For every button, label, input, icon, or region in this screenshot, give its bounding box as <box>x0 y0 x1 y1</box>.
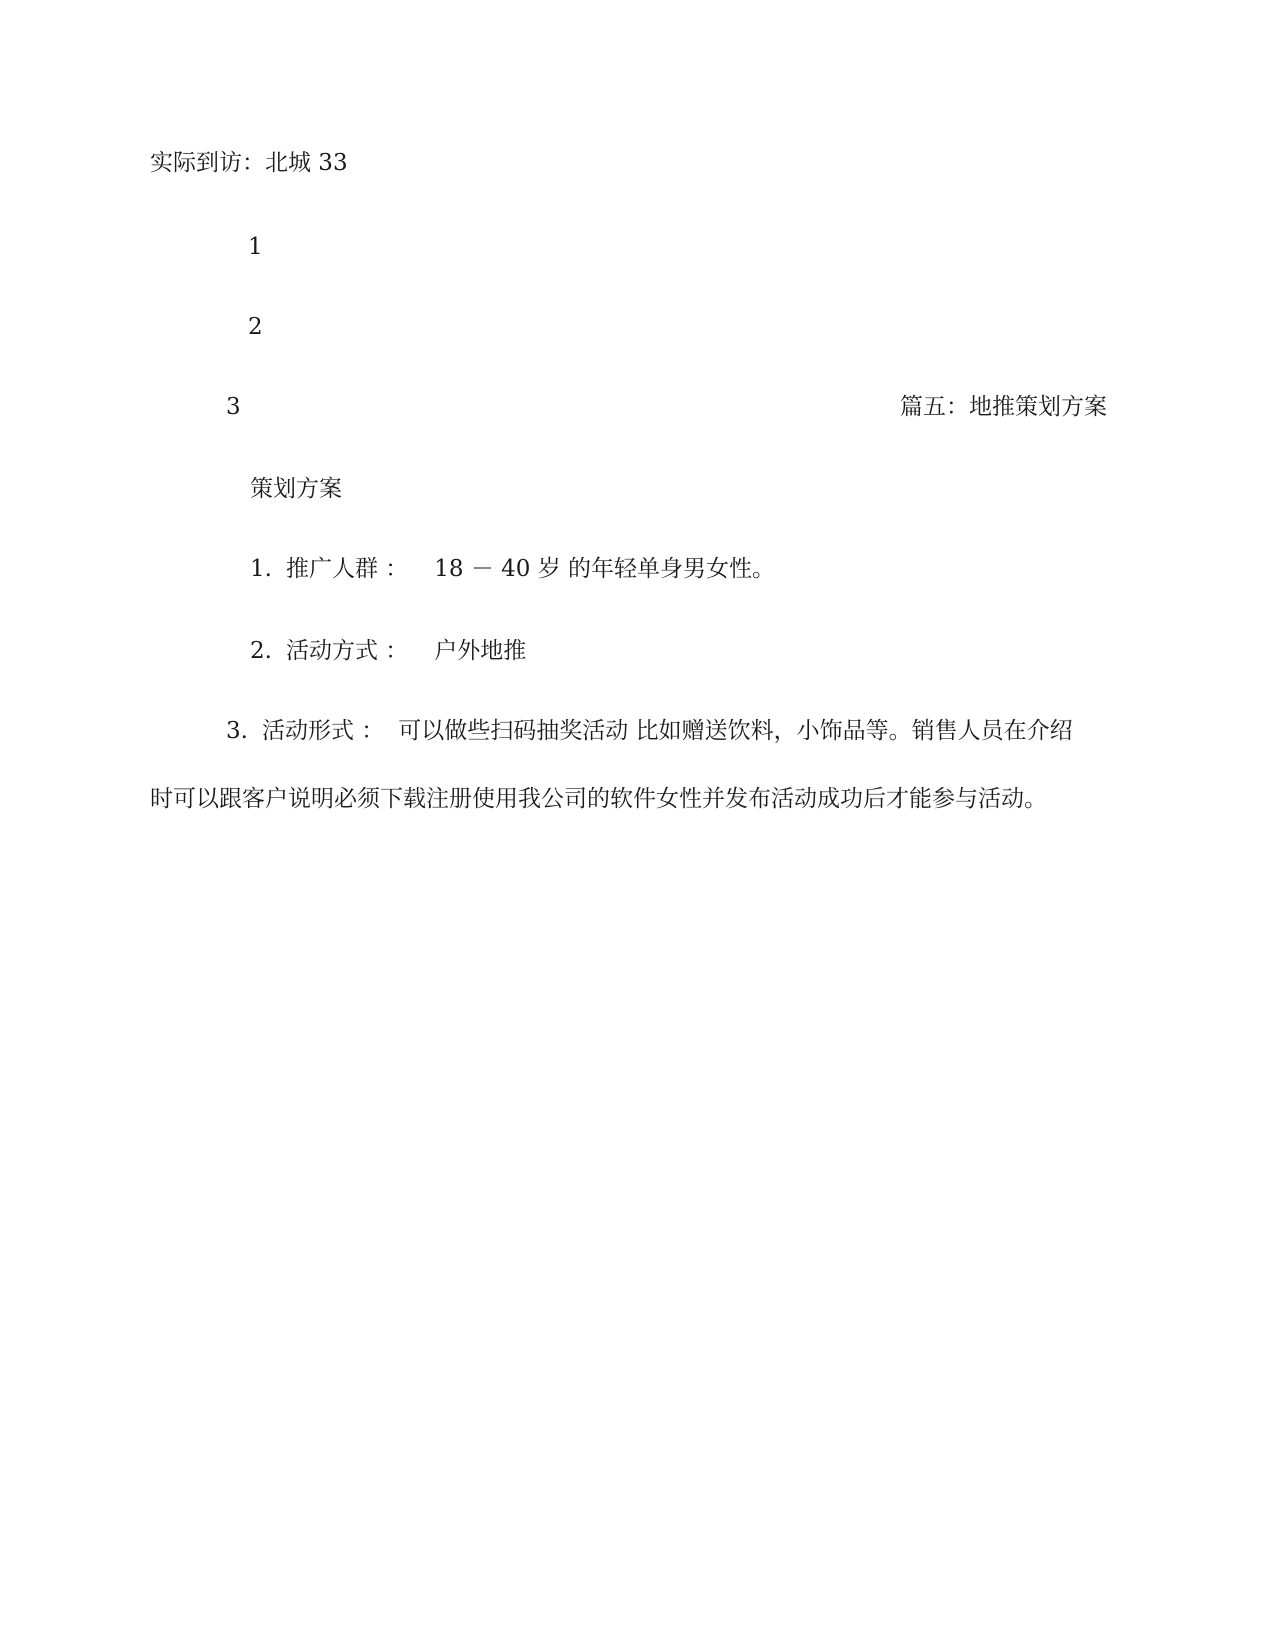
list-item-target-audience <box>250 558 775 581</box>
plan-title: 策划方案 <box>250 476 342 502</box>
list-item-number: 3. <box>226 718 248 744</box>
list-item-label: 推广人群 ： <box>285 556 409 582</box>
list-item-continuation: 时可以跟客户说明必须下载注册使用我公司的软件女性并发布活动成功后才能参与活动。 <box>150 786 1047 812</box>
number-2: 2 <box>248 314 263 340</box>
visit-line: 实际到访：北城 33 <box>150 150 348 176</box>
list-item-number: 2. <box>250 638 272 664</box>
list-item-value: 户外地推 <box>434 638 527 664</box>
list-item-label: 活动方式 ： <box>285 638 409 664</box>
list-item-value: 可以做些扫码抽奖活动 比如赠送饮料，小饰品等。销售人员在介绍 <box>398 718 1073 744</box>
list-item-number: 1. <box>250 556 272 582</box>
number-1: 1 <box>248 234 263 260</box>
list-item-activity-form <box>226 720 1073 743</box>
list-item-label: 活动形式 ： <box>261 718 385 744</box>
section-heading: 篇五：地推策划方案 <box>900 394 1107 420</box>
number-3: 3 <box>226 394 241 420</box>
list-item-value: 18 － 40 岁 的年轻单身男女性。 <box>434 556 776 582</box>
list-item-activity-method <box>250 640 526 663</box>
